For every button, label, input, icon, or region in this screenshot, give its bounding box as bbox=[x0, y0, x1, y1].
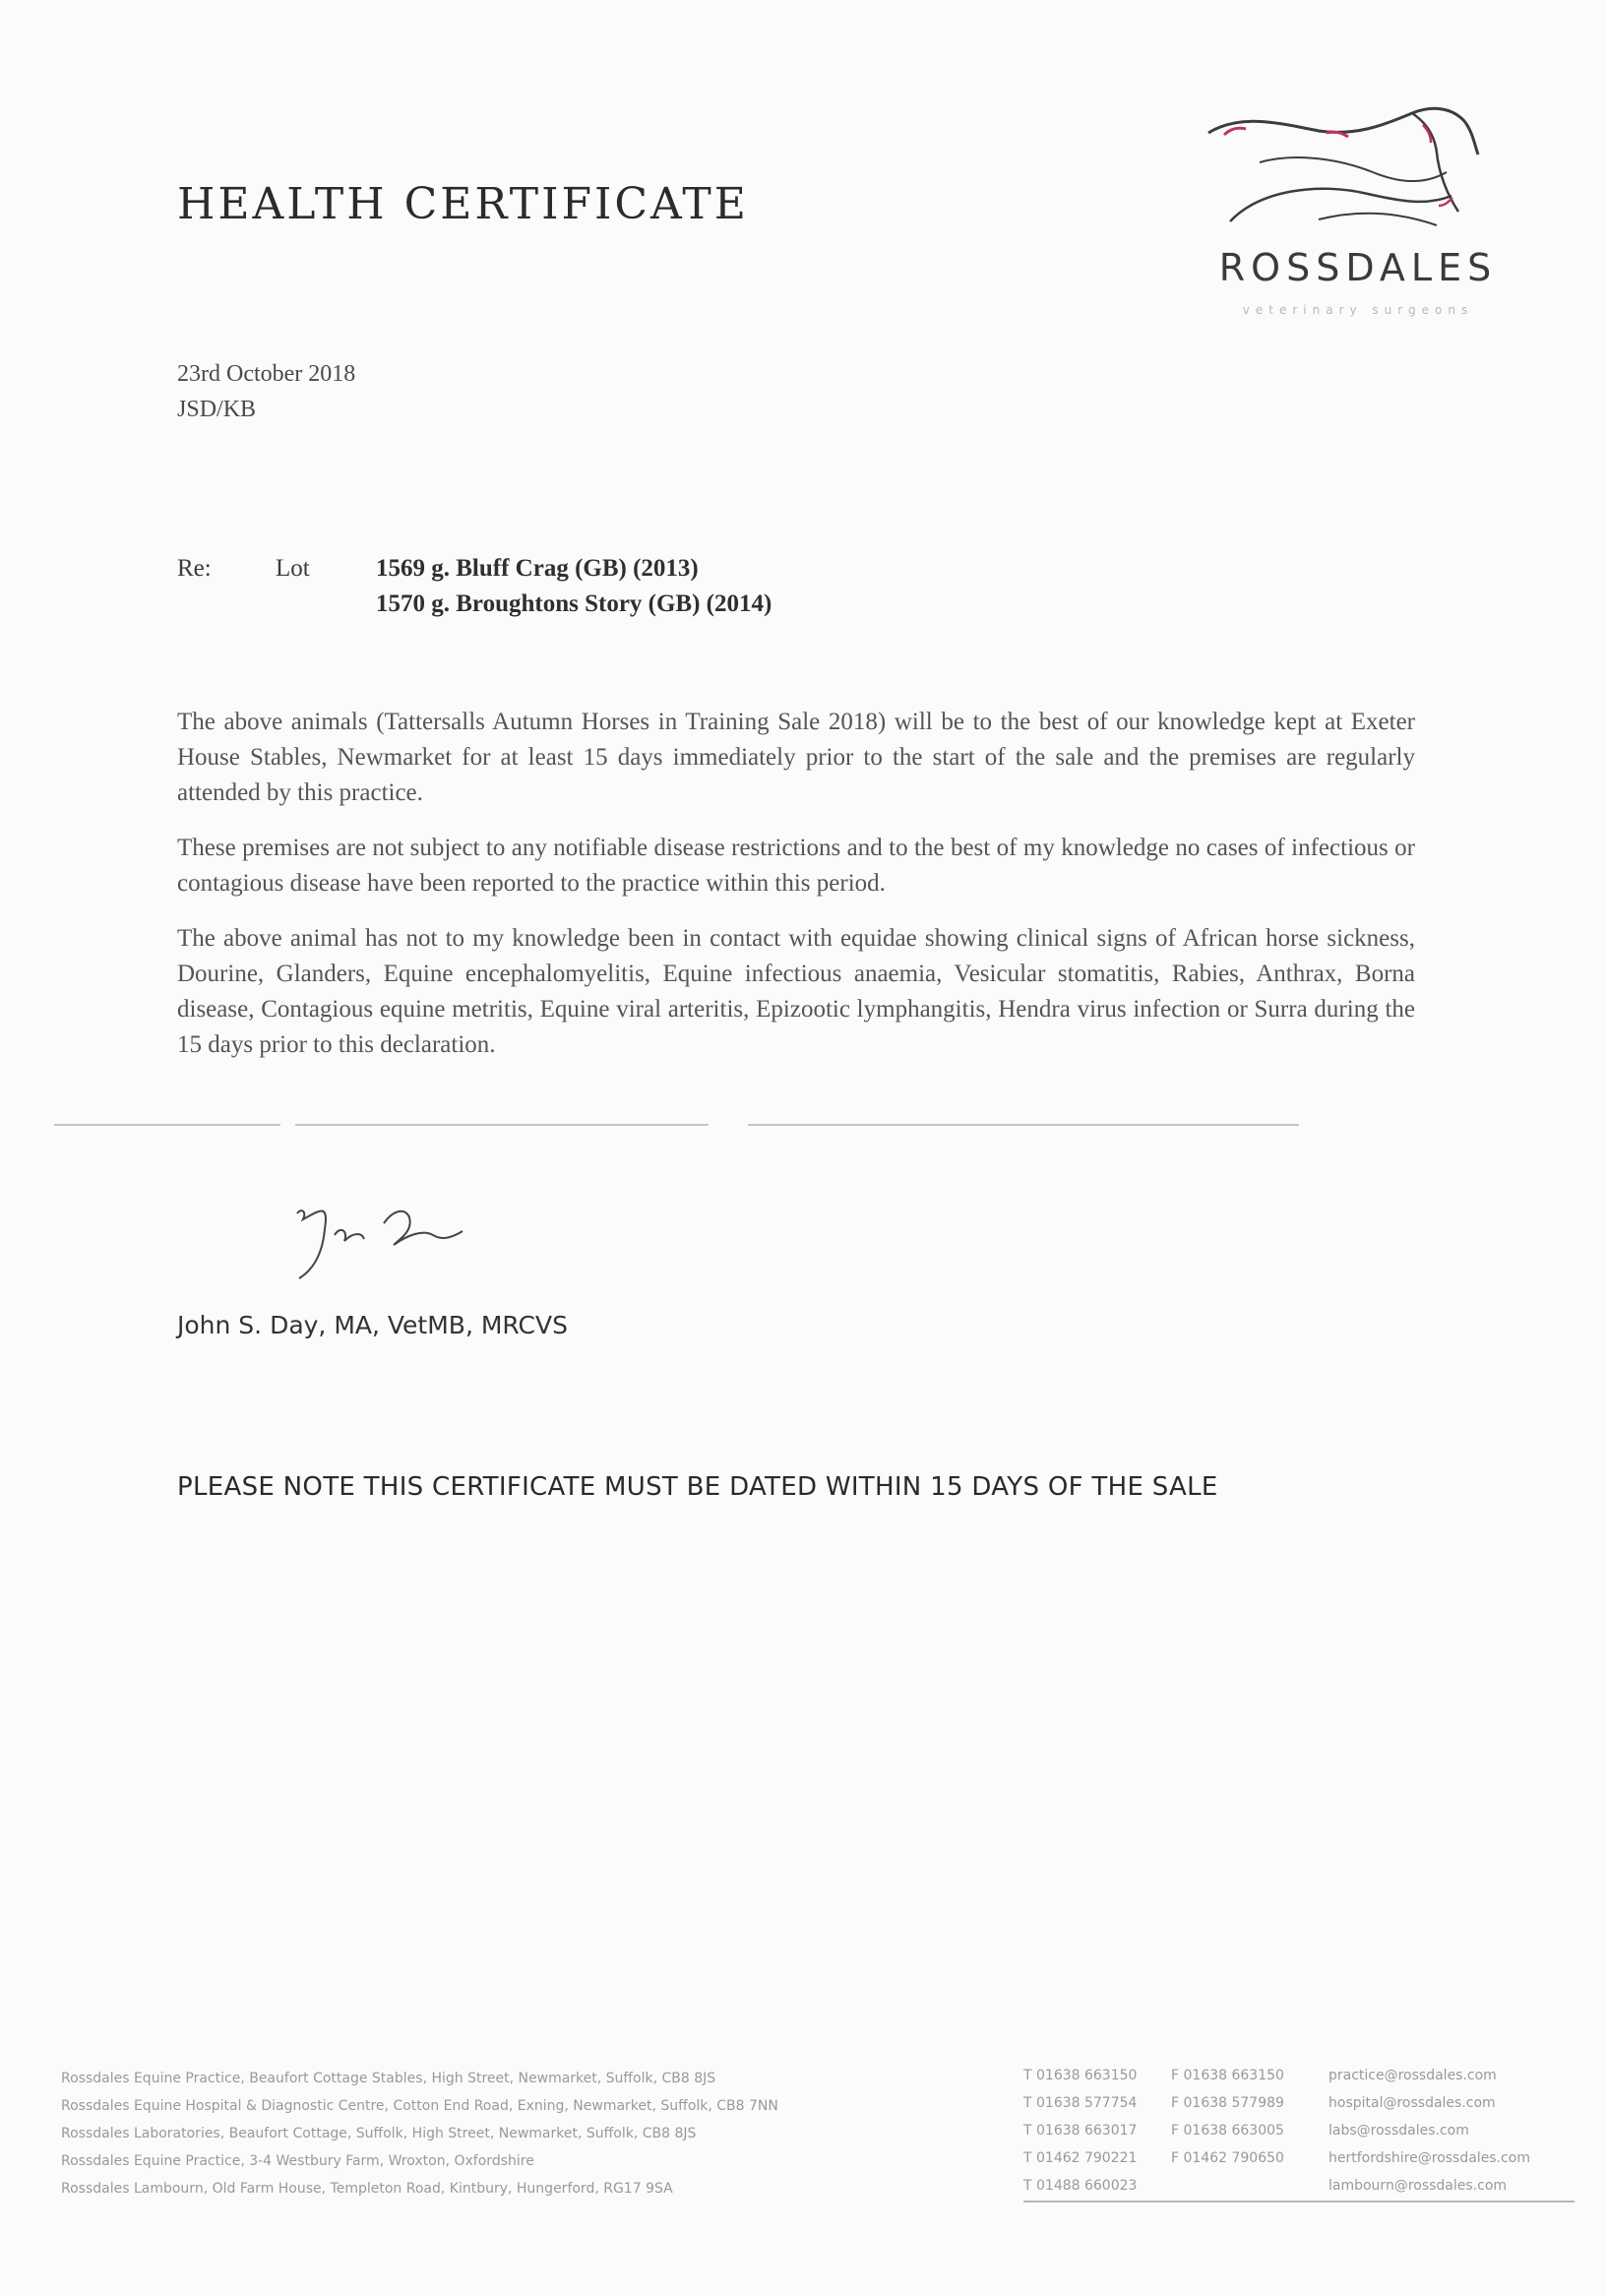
footer-address: Rossdales Lambourn, Old Farm House, Templeton Road, Kintbury, Hungerford, RG17 9SA bbox=[61, 2181, 673, 2197]
logo-name: ROSSDALES bbox=[1218, 246, 1498, 289]
date-block bbox=[177, 356, 355, 427]
footer-address: Rossdales Equine Hospital & Diagnostic Centre, Cotton End Road, Exning, Newmarket, Suffolk, CB8 7NN bbox=[61, 2098, 778, 2114]
footer-address: Rossdales Equine Practice, 3-4 Westbury Farm, Wroxton, Oxfordshire bbox=[61, 2153, 534, 2169]
contact-phone: T 01462 790221 bbox=[1023, 2150, 1138, 2166]
footer-address: Rossdales Laboratories, Beaufort Cottage, Suffolk, High Street, Newmarket, Suffolk, CB8 8JS bbox=[61, 2126, 697, 2141]
dating-note: PLEASE NOTE THIS CERTIFICATE MUST BE DATED WITHIN 15 DAYS OF THE SALE bbox=[177, 1472, 1218, 1502]
contact-phone: T 01638 663150 bbox=[1023, 2068, 1138, 2083]
contact-email: lambourn@rossdales.com bbox=[1328, 2178, 1508, 2194]
body-paragraph: These premises are not subject to any notifiable disease restrictions and to the best of my knowledge no cases of infectious or contagious disease have been reported to the practice within this period. bbox=[177, 835, 1415, 897]
divider-line bbox=[748, 1124, 1299, 1126]
contact-phone: T 01488 660023 bbox=[1023, 2178, 1138, 2194]
contact-row bbox=[1023, 2144, 1555, 2172]
lot-item: 1570 g. Broughtons Story (GB) (2014) bbox=[376, 590, 772, 617]
lot-item: 1569 g. Bluff Crag (GB) (2013) bbox=[376, 555, 699, 582]
contact-email: hospital@rossdales.com bbox=[1328, 2095, 1496, 2111]
footer-contacts bbox=[1023, 2062, 1555, 2200]
contact-fax: F 01638 663150 bbox=[1171, 2068, 1284, 2083]
body-paragraph: The above animal has not to my knowledge been in contact with equidae showing clinical signs of African horse sickness, Dourine, Glanders, Equine encephalomyelitis, Equine infectious anaemia, Vesicular stomatitis, Rabies, Anthrax, Borna disease, Contagious equine metritis, Equine viral arteritis, Epizootic lymphangitis, Hendra virus infection or Surra during the 15 days prior to this declaration. bbox=[177, 925, 1415, 1058]
lot-label: Lot bbox=[276, 555, 310, 582]
certificate-body bbox=[177, 705, 1415, 1083]
logo-tagline: veterinary surgeons bbox=[1242, 303, 1474, 317]
lot-list bbox=[376, 551, 1065, 622]
contact-row bbox=[1023, 2089, 1555, 2117]
contact-email: labs@rossdales.com bbox=[1328, 2123, 1469, 2139]
contact-row bbox=[1023, 2062, 1555, 2089]
signature bbox=[285, 1196, 502, 1284]
divider-line bbox=[295, 1124, 709, 1126]
footer-addresses bbox=[61, 2065, 1006, 2203]
contact-phone: T 01638 663017 bbox=[1023, 2123, 1138, 2139]
divider-line bbox=[54, 1124, 280, 1126]
letter-date: 23rd October 2018 bbox=[177, 361, 356, 387]
contact-fax bbox=[1171, 2172, 1328, 2200]
letter-reference: JSD/KB bbox=[177, 397, 257, 422]
contact-row bbox=[1023, 2172, 1555, 2200]
contact-phone: T 01638 577754 bbox=[1023, 2095, 1138, 2111]
contact-row bbox=[1023, 2117, 1555, 2144]
signer-name: John S. Day, MA, VetMB, MRCVS bbox=[177, 1311, 568, 1339]
footer-divider bbox=[1023, 2201, 1575, 2203]
re-label: Re: bbox=[177, 555, 212, 582]
contact-fax: F 01462 790650 bbox=[1171, 2150, 1284, 2166]
contact-email: hertfordshire@rossdales.com bbox=[1328, 2150, 1530, 2166]
body-paragraph: The above animals (Tattersalls Autumn Horses in Training Sale 2018) will be to the best of our knowledge kept at Exeter House Stables, Newmarket for at least 15 days immediately prior to the start of the sale and the premises are regularly attended by this practice. bbox=[177, 709, 1415, 806]
contact-email: practice@rossdales.com bbox=[1328, 2068, 1497, 2083]
contact-fax: F 01638 577989 bbox=[1171, 2095, 1284, 2111]
rossdales-logo bbox=[1181, 103, 1515, 330]
horse-logo-icon bbox=[1201, 103, 1496, 246]
footer-address: Rossdales Equine Practice, Beaufort Cottage Stables, High Street, Newmarket, Suffolk, CB8 8JS bbox=[61, 2071, 716, 2086]
page-title: HEALTH CERTIFICATE bbox=[177, 179, 749, 229]
contact-fax: F 01638 663005 bbox=[1171, 2123, 1284, 2139]
